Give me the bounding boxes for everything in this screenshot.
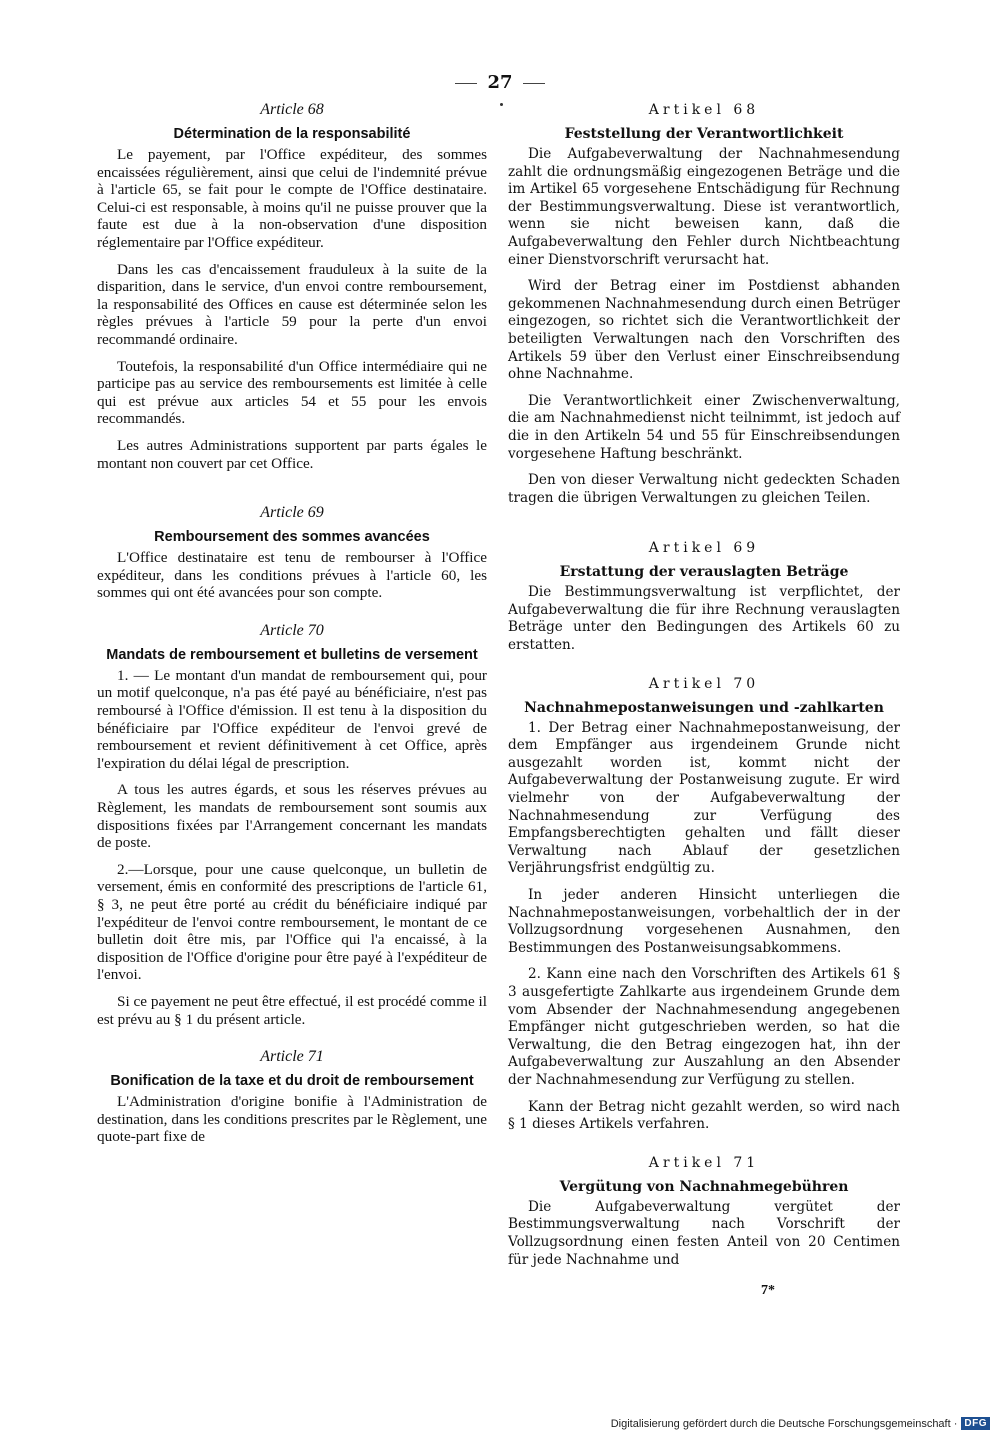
paragraph: Die Verantwortlichkeit einer Zwischenverwaltung, die am Nachnahmedienst nicht teilnimmt, ist jedoch auf die in den Artikeln 54 und 55 für Einschreibsendungen vorgesehene Haftung beschränkt. [508, 392, 900, 462]
page-number-dash [455, 83, 477, 84]
article-title: Article 69 [260, 504, 324, 522]
sheet-signature-mark: 7* [761, 1283, 775, 1298]
article-heading: Bonification de la taxe et du droit de remboursement [110, 1073, 474, 1090]
article-title: Artikel 70 [648, 675, 760, 692]
page-number: 27 [0, 72, 1000, 93]
article-heading: Erstattung der verauslagten Beträge [559, 564, 849, 581]
paragraph: Die Bestimmungsverwaltung ist verpflichtet, der Aufgabeverwaltung die für ihre Rechnung verauslagten Beträge unter den Bedingungen des Artikels 60 zu erstatten. [508, 584, 900, 654]
article-title: Article 71 [260, 1048, 324, 1066]
article-title: Artikel 71 [648, 1154, 760, 1171]
article-68-de [508, 100, 900, 507]
article-title: Article 70 [260, 621, 324, 639]
paragraph: Den von dieser Verwaltung nicht gedeckten Schaden tragen die übrigen Verwaltungen zu gleichen Teilen. [508, 472, 900, 506]
digitization-footer [611, 1417, 990, 1430]
article-title: Artikel 69 [648, 540, 760, 557]
article-heading: Remboursement des sommes avancées [154, 529, 430, 546]
article-69-de [508, 538, 900, 654]
article-heading: Vergütung von Nachnahmegebühren [559, 1178, 849, 1195]
article-69-fr [97, 503, 487, 602]
german-column [508, 100, 900, 1278]
paragraph: 1. Der Betrag einer Nachnahmepostanweisung, der dem Empfänger aus irgendeinem Grunde nicht ausgezahlt worden ist, kommt nicht der Aufgabeverwaltung der Postanweisung zugute. Er wird vielmehr von der Aufgabeverwaltung der Nachnahmesendung zur Verfügung des Empfangsberechtigten gehalten und fällt dieser Verwaltung nach Ablauf der gesetzlichen Verjährungsfrist endgültig zu. [508, 719, 900, 877]
article-heading: Détermination de la responsabilité [173, 126, 411, 142]
paragraph: Kann der Betrag nicht gezahlt werden, so wird nach § 1 dieses Artikels verfahren. [508, 1098, 900, 1133]
paragraph: Toutefois, la responsabilité d'un Office intermédiaire qui ne participe pas au service des remboursements est limitée à celle qui est prévue aux articles 54 et 55 pour les envois recommandés. [97, 357, 487, 428]
paragraph: L'Administration d'origine bonifie à l'Administration de destination, dans les conditions prescrites par le Règlement, une quote-part fixe de [97, 1093, 487, 1146]
article-heading: Nachnahmepostanweisungen und -zahlkarten [524, 699, 884, 716]
paragraph: Die Aufgabeverwaltung der Nachnahmesendung zahlt die ordnungsmäßig eingezogenen Beträge und die im Artikel 65 vorgesehene Entschädigung für Rechnung der Bestimmungsverwaltung. Diese ist verantwortlich, wenn sie nicht beweisen kann, daß die Aufgabeverwaltung den Fehler durch Nichtbeachtung einer Dienstvorschrift verursacht hat. [508, 146, 900, 268]
dfg-logo-icon: DFG [961, 1417, 990, 1430]
paragraph: In jeder anderen Hinsicht unterliegen die Nachnahmepostanweisungen, vorbehaltlich der in der Vollzugsordnung vorgesehenen Ausnahmen, den Bestimmungen des Postanweisungsabkommens. [508, 887, 900, 956]
paragraph: Si ce payement ne peut être effectué, il est procédé comme il est prévu au § 1 du présent article. [97, 992, 487, 1028]
article-title: Artikel 68 [648, 102, 760, 118]
paragraph: 2.—Lorsque, pour une cause quelconque, un bulletin de versement, émis en conformité des prescriptions de l'article 61, § 3, ne peut être porté au crédit du bénéficiaire indiqué par l'expéditeur de l'envoi contre remboursement, le montant de ce bulletin doit être mis, par l'Office qui l'a encaissé, à la disposition de l'Office d'origine pour être payé à l'expéditeur de l'envoi. [97, 860, 487, 984]
paragraph: 1. — Le montant d'un mandat de remboursement qui, pour un motif quelconque, n'a pas été payé au bénéficiaire, n'est pas remboursé à l'Office d'émission. Il est tenu à la disposition du bénéficiaire par l'Office expéditeur de l'envoi grevé de remboursement et revient définitivement à cet Office, après l'expiration du délai légal de prescription. [97, 666, 487, 772]
article-68-fr [97, 100, 487, 472]
paragraph: Wird der Betrag einer im Postdienst abhanden gekommenen Nachnahmesendung durch einen Betrüger eingezogen, so richtet sich die Verantwortlichkeit der beteiligten Verwaltungen nach den Vorschriften des Artikels 59 über den Verlust einer Einschreibsendung ohne Nachnahme. [508, 278, 900, 383]
column-dot-mark [500, 103, 503, 106]
article-71-de [508, 1153, 900, 1269]
paragraph: Die Aufgabeverwaltung vergütet der Bestimmungsverwaltung nach Vorschrift der Vollzugsordnung einen festen Anteil von 20 Centimen für jede Nachnahme und [508, 1198, 900, 1268]
article-heading: Mandats de remboursement et bulletins de versement [106, 646, 478, 663]
article-title: Article 68 [260, 101, 324, 118]
paragraph: A tous les autres égards, et sous les réserves prévues au Règlement, les mandats de remboursement sont soumis aux dispositions fixées par l'Arrangement concernant les mandats de poste. [97, 781, 487, 852]
paragraph: L'Office destinataire est tenu de rembourser à l'Office expéditeur, dans les conditions prévues à l'article 60, les sommes qui ont été avancées pour son compte. [97, 549, 487, 602]
paragraph: Dans les cas d'encaissement frauduleux à la suite de la disparition, dans le service, d'un envoi contre remboursement, la responsabilité des Offices en cause est déterminée selon les règles prévues à l'article 59 pour la perte d'un envoi recommandé ordinaire. [97, 260, 487, 348]
footer-text: Digitalisierung gefördert durch die Deutsche Forschungsgemeinschaft · [610, 1417, 958, 1430]
paragraph: Le payement, par l'Office expéditeur, des sommes encaissées régulièrement, ainsi que celui de l'indemnité prévue à l'article 65, se fait pour le compte de l'Office destinataire. Celui-ci est responsable, à moins qu'il ne puisse prouver que la faute est due à la non-observation d'une disposition réglementaire par l'Office expéditeur. [97, 146, 487, 251]
paragraph: 2. Kann eine nach den Vorschriften des Artikels 61 § 3 ausgefertigte Zahlkarte aus irgendeinem Grunde dem vom Absender der Nachnahmesendung angegebenen Empfänger nicht gutgeschrieben werden, so hat die Verwaltung, die den Betrag eingezogen hat, ihn der Aufgabeverwaltung zur Auszahlung an den Absender der Nachnahmesendung zur Verfügung zu stellen. [508, 966, 900, 1088]
article-70-de [508, 674, 900, 1134]
paragraph: Les autres Administrations supportent par parts égales le montant non couvert par cet Office. [97, 436, 487, 472]
article-heading: Feststellung der Verantwortlichkeit [564, 126, 844, 142]
article-71-fr [97, 1047, 487, 1146]
article-70-fr [97, 621, 487, 1028]
page-number-dash [523, 83, 545, 84]
french-column [97, 100, 487, 1155]
